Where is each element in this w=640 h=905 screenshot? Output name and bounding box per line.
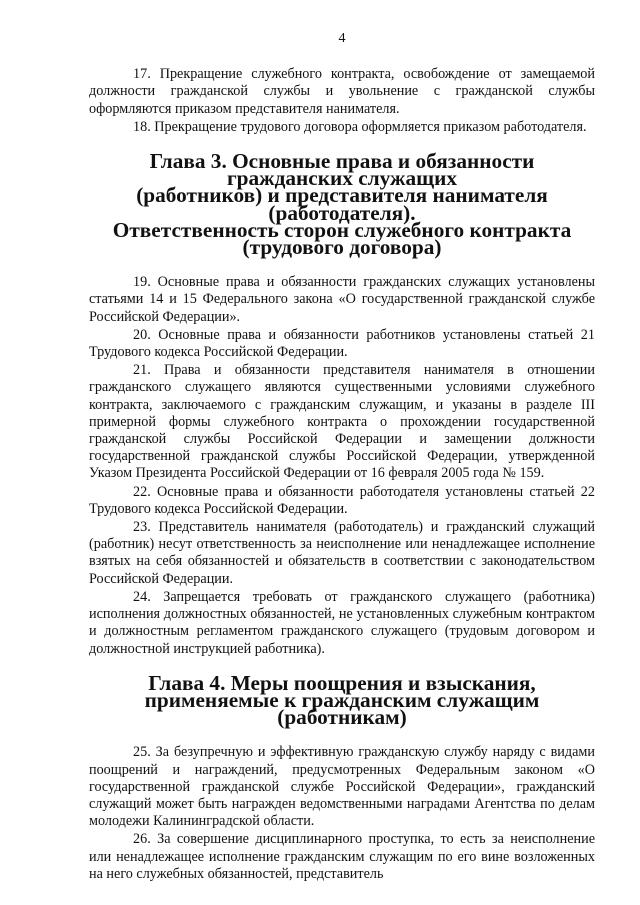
page-number: 4 <box>338 31 346 46</box>
paragraph-23: 23. Представитель нанимателя (работодатель) и гражданский служащий (работник) несут ответственность за неисполнение или ненадлежащее исполнение взятых на себя обязанностей и обязательств в соответствии с законодательством Российской Федерации. <box>89 519 595 587</box>
paragraph-25: 25. За безупречную и эффективную гражданскую службу наряду с видами поощрений и награждений, предусмотренных Федеральным законом «О государственной гражданской службе Российской Федерации», гражданский служащий может быть награжден ведомственными наградами Агентства по делам молодежи Калининградской области. <box>89 744 595 830</box>
chapter-3-heading-line: (работников) и представителя нанимателя (работодателя). <box>136 183 548 225</box>
chapter-3-heading <box>89 149 595 260</box>
paragraph-20: 20. Основные права и обязанности работников установлены статьей 21 Трудового кодекса Российской Федерации. <box>89 326 595 361</box>
paragraph-24: 24. Запрещается требовать от гражданского служащего (работника) исполнения должностных обязанностей, не установленных служебным контрактом и должностным регламентом гражданского служащего (трудовым договором и должностной инструкцией работника). <box>89 588 595 657</box>
paragraph-19: 19. Основные права и обязанности гражданских служащих установлены статьями 14 и 15 Федерального закона «О государственной гражданской службе Российской Федерации». <box>89 274 595 325</box>
chapter-4-heading <box>89 670 595 730</box>
document-page <box>89 30 595 883</box>
paragraph-17: 17. Прекращение служебного контракта, освобождение от замещаемой должности гражданской службы и увольнение с гражданской службы оформляются приказом представителя нанимателя. <box>89 66 595 117</box>
chapter-4-heading-line: применяемые к гражданским служащим (работникам) <box>144 687 540 730</box>
paragraph-18: 18. Прекращение трудового договора оформляется приказом работодателя. <box>133 118 587 135</box>
paragraph-21: 21. Права и обязанности представителя нанимателя в отношении гражданского служащего являются существенными условиями служебного контракта, заключаемого с гражданским служащим, и указаны в разделе III примерной формы служебного контракта о прохождении государственной гражданской службы Российской Федерации и замещении должности государственной гражданской службы Российской Федерации, утвержденной Указом Президента Российской Федерации от 16 февраля 2005 года № 159. <box>89 362 595 482</box>
chapter-3-heading-line: Глава 3. Основные права и обязанности гражданских служащих <box>149 149 535 191</box>
paragraph-22: 22. Основные права и обязанности работодателя установлены статьей 22 Трудового кодекса Российской Федерации. <box>89 483 595 517</box>
chapter-3-heading-line: Ответственность сторон служебного контракта (трудового договора) <box>112 217 572 260</box>
chapter-4-heading-line: Глава 4. Меры поощрения и взыскания, <box>148 670 536 695</box>
paragraph-26: 26. За совершение дисциплинарного проступка, то есть за неисполнение или ненадлежащее исполнение гражданским служащим по его вине возложенных на него служебных обязанностей, представитель <box>89 831 595 882</box>
